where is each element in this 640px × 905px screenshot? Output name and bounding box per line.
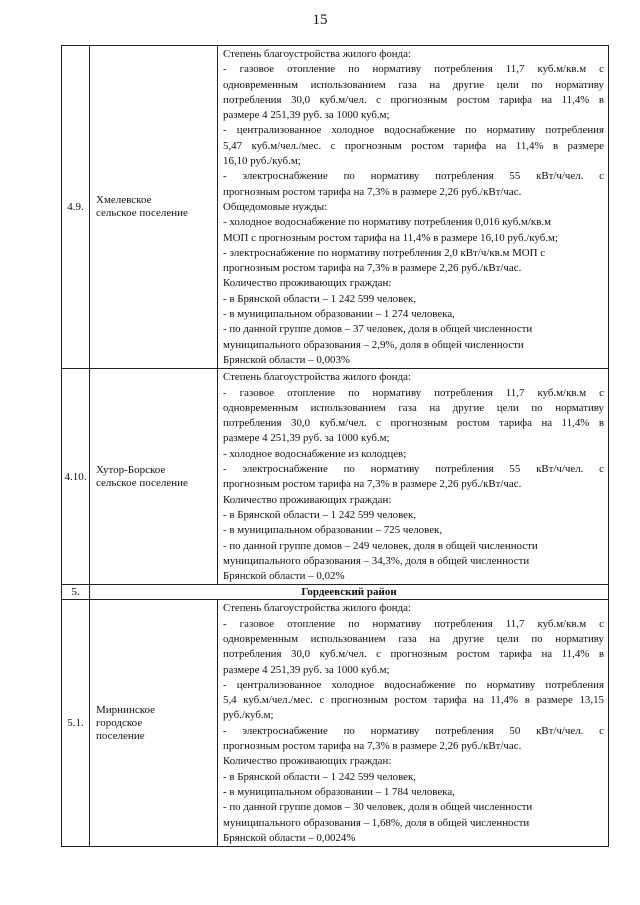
description-line: одновременным использованием газа на другие цели по нормативу: [223, 78, 604, 91]
description-line: - газовое отопление по нормативу потребления 11,7 куб.м/кв.м с: [223, 63, 604, 76]
row-number: 4.10.: [62, 369, 90, 585]
description-line: 5,47 куб.м/чел./мес. с прогнозным ростом тарифа на 11,4% в размере: [223, 139, 604, 152]
settlement-name-line: городское: [96, 716, 143, 729]
settlement-name-line: сельское поселение: [96, 207, 188, 220]
settlement-name: [90, 46, 218, 369]
settlement-name-line: сельское поселение: [96, 476, 188, 489]
description-line: МОП с прогнозным ростом тарифа на 11,4% в размере 16,10 руб./куб.м;: [223, 231, 558, 244]
description-cell: [218, 369, 609, 585]
description-line: - электроснабжение по нормативу потребления 55 кВт/ч/чел. с: [223, 170, 604, 183]
table-row: [62, 46, 609, 369]
description-line: потребления 30,0 куб.м/чел. с прогнозным ростом тарифа на 11,4% в: [223, 93, 604, 106]
description-line: потребления 30,0 куб.м/чел. с прогнозным ростом тарифа на 11,4% в: [223, 648, 604, 661]
description-line: прогнозным ростом тарифа на 7,3% в размере 2,26 руб./кВт/час.: [223, 185, 522, 198]
description-line: - в Брянской области – 1 242 599 человек,: [223, 770, 417, 783]
region-name: Гордеевский район: [90, 585, 609, 600]
description-line: прогнозным ростом тарифа на 7,3% в размере 2,26 руб./кВт/час.: [223, 262, 522, 275]
region-number: 5.: [62, 585, 90, 600]
description-line: Брянской области – 0,003%: [223, 353, 350, 366]
settlement-name-line: Мирнинское: [96, 703, 156, 716]
description-line: муниципального образования – 2,9%, доля в общей численности: [223, 338, 524, 351]
settlement-name-line: поселение: [96, 729, 145, 742]
row-number: 5.1.: [62, 600, 90, 847]
description-cell: [218, 600, 609, 847]
description-line: одновременным использованием газа на другие цели по нормативу: [223, 401, 604, 414]
settlement-name: [90, 369, 218, 585]
description-line: руб./куб.м;: [223, 709, 274, 722]
description-line: размере 4 251,39 руб. за 1000 куб.м;: [223, 109, 390, 122]
description-line: - холодное водоснабжение по нормативу потребления 0,016 куб.м/кв.м: [223, 216, 551, 229]
description-line: размере 4 251,39 руб. за 1000 куб.м;: [223, 663, 390, 676]
settlement-name: [90, 600, 218, 847]
tariff-table: [61, 45, 609, 847]
description-line: размере 4 251,39 руб. за 1000 куб.м;: [223, 432, 390, 445]
description-line: - по данной группе домов – 30 человек, доля в общей численности: [223, 801, 533, 814]
description-line: - централизованное холодное водоснабжение по нормативу потребления: [223, 678, 604, 691]
description-line: 5,4 куб.м/чел./мес. с прогнозным ростом тарифа на 11,4% в размере 13,15: [223, 694, 604, 707]
settlement-name-line: Хмелевское: [96, 194, 152, 207]
description-line: - газовое отопление по нормативу потребления 11,7 куб.м/кв.м с: [223, 386, 604, 399]
description-line: - электроснабжение по нормативу потребления 2,0 кВт/ч/кв.м МОП с: [223, 246, 546, 259]
description-line: Количество проживающих граждан:: [223, 277, 392, 290]
description-line: потребления 30,0 куб.м/чел. с прогнозным ростом тарифа на 11,4% в: [223, 417, 604, 430]
description-line: - газовое отопление по нормативу потребления 11,7 куб.м/кв.м с: [223, 617, 604, 630]
description-line: - по данной группе домов – 37 человек, доля в общей численности: [223, 323, 533, 336]
description-line: Брянской области – 0,02%: [223, 570, 345, 583]
row-number: 4.9.: [62, 46, 90, 369]
table-row: [62, 369, 609, 585]
description-line: муниципального образования – 34,3%, доля в общей численности: [223, 554, 530, 567]
region-row: [62, 585, 609, 600]
description-line: Степень благоустройства жилого фонда:: [223, 602, 412, 615]
description-line: 16,10 руб./куб.м;: [223, 155, 301, 168]
description-line: - в муниципальном образовании – 1 784 человека,: [223, 785, 455, 798]
description-line: Брянской области – 0,0024%: [223, 831, 356, 844]
description-line: Общедомовые нужды:: [223, 200, 328, 213]
description-line: - в Брянской области – 1 242 599 человек,: [223, 292, 417, 305]
description-line: - в муниципальном образовании – 725 человек,: [223, 524, 443, 537]
table-row: [62, 600, 609, 847]
settlement-name-line: Хутор-Борское: [96, 463, 166, 476]
description-line: Степень благоустройства жилого фонда:: [223, 371, 412, 384]
description-line: прогнозным ростом тарифа на 7,3% в размере 2,26 руб./кВт/час.: [223, 740, 522, 753]
description-line: одновременным использованием газа на другие цели по нормативу: [223, 632, 604, 645]
description-line: Количество проживающих граждан:: [223, 493, 392, 506]
description-line: - централизованное холодное водоснабжение по нормативу потребления: [223, 124, 604, 137]
description-line: - электроснабжение по нормативу потребления 55 кВт/ч/чел. с: [223, 463, 604, 476]
page-number: 15: [312, 12, 328, 28]
description-line: - в Брянской области – 1 242 599 человек,: [223, 508, 417, 521]
description-line: - электроснабжение по нормативу потребления 50 кВт/ч/чел. с: [223, 724, 604, 737]
description-cell: [218, 46, 609, 369]
description-line: Степень благоустройства жилого фонда:: [223, 48, 412, 60]
description-line: муниципального образования – 1,68%, доля в общей численности: [223, 816, 530, 829]
description-line: - по данной группе домов – 249 человек, доля в общей численности: [223, 539, 538, 552]
description-line: - в муниципальном образовании – 1 274 человека,: [223, 308, 455, 321]
description-line: Количество проживающих граждан:: [223, 755, 392, 768]
description-line: - холодное водоснабжение из колодцев;: [223, 447, 407, 460]
description-line: прогнозным ростом тарифа на 7,3% в размере 2,26 руб./кВт/час.: [223, 478, 522, 491]
